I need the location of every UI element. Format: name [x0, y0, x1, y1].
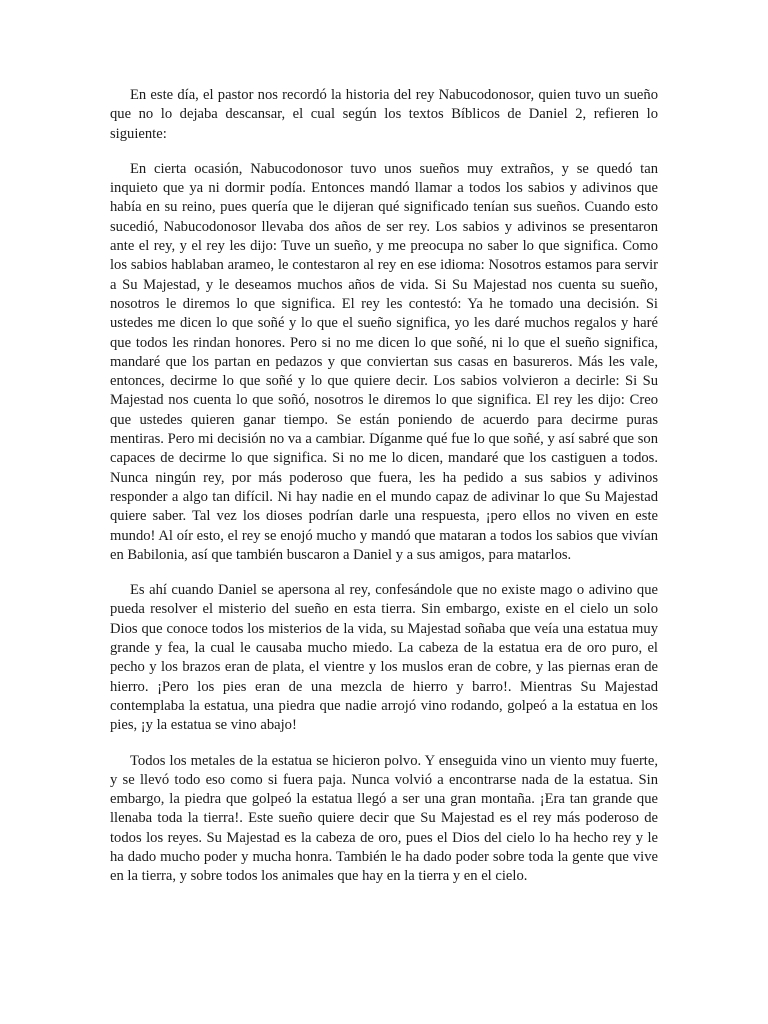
- paragraph-statue-meaning: Todos los metales de la estatua se hicieron polvo. Y enseguida vino un viento muy fuerte, y se llevó todo eso como si fuera paja. Nunca volvió a encontrarse nada de la estatua. Sin embargo, la piedra que golpeó la estatua llegó a ser una gran montaña. ¡Era tan grande que llenaba toda la tierra!. Este sueño quiere decir que Su Majestad es el rey más poderoso de todos los reyes. Su Majestad es la cabeza de oro, pues el Dios del cielo lo ha hecho rey y le ha dado mucho poder y mucha honra. También le ha dado poder sobre toda la gente que vive en la tierra, y sobre todos los animales que hay en la tierra y en el cielo.: [110, 752, 658, 885]
- paragraph-daniel-interpretation: Es ahí cuando Daniel se apersona al rey, confesándole que no existe mago o adivino que pueda resolver el misterio del sueño en esta tierra. Sin embargo, existe en el cielo un solo Dios que conoce todos los misterios de la vida, su Majestad soñaba que veía una estatua muy grande y fea, la cual le causaba mucho miedo. La cabeza de la estatua era de oro puro, el pecho y los brazos eran de plata, el vientre y los muslos eran de cobre, y las piernas eran de hierro. ¡Pero los pies eran de una mezcla de hierro y barro!. Mientras Su Majestad contemplaba la estatua, una piedra que nadie arrojó vino rodando, golpeó a la estatua en los pies, ¡y la estatua se vino abajo!: [110, 582, 658, 734]
- paragraph-dream-story: En cierta ocasión, Nabucodonosor tuvo unos sueños muy extraños, y se quedó tan inquieto que ya ni dormir podía. Entonces mandó llamar a todos los sabios y adivinos que había en su reino, pues quería que le dijeran qué significado tenían sus sueños. Cuando esto sucedió, Nabucodonosor llevaba dos años de ser rey. Los sabios y adivinos se presentaron ante el rey, y el rey les dijo: Tuve un sueño, y me preocupa no saber lo que significa. Como los sabios hablaban arameo, le contestaron al rey en ese idioma: Nosotros estamos para servir a Su Majestad, y le deseamos muchos años de vida. Si Su Majestad nos cuenta su sueño, nosotros le diremos lo que significa. El rey les contestó: Ya he tomado una decisión. Si ustedes me dicen lo que soñé y lo que el sueño significa, yo les daré muchos regalos y haré que todos les rindan honores. Pero si no me dicen lo que soñé, ni lo que el sueño significa, mandaré que los partan en pedazos y que conviertan sus casas en basureros. Más les vale, entonces, decirme lo que soñé y lo que quiere decir. Los sabios volvieron a decirle: Si Su Majestad nos cuenta lo que soñó, nosotros le diremos lo que significa. El rey les dijo: Creo que ustedes quieren ganar tiempo. Se están poniendo de acuerdo para decirme puras mentiras. Pero mi decisión no va a cambiar. Díganme qué fue lo que soñé, y así sabré que son capaces de decirme lo que significa. Si no me lo dicen, mandaré que los castiguen a todos. Nunca ningún rey, por más poderoso que fuera, les ha pedido a sus sabios y adivinos responder a algo tan difícil. Ni hay nadie en el mundo capaz de adivinar lo que Su Majestad quiere saber. Tal vez los dioses podrían darle una respuesta, ¡pero ellos no viven en este mundo! Al oír esto, el rey se enojó mucho y mandó que mataran a todos los sabios que vivían en Babilonia, así que también buscaron a Daniel y a sus amigos, para matarlos.: [110, 160, 658, 563]
- document-page: [110, 86, 658, 903]
- paragraph-intro: En este día, el pastor nos recordó la historia del rey Nabucodonosor, quien tuvo un sueño que no lo dejaba descansar, el cual según los textos Bíblicos de Daniel 2, refieren lo siguiente:: [110, 87, 658, 142]
